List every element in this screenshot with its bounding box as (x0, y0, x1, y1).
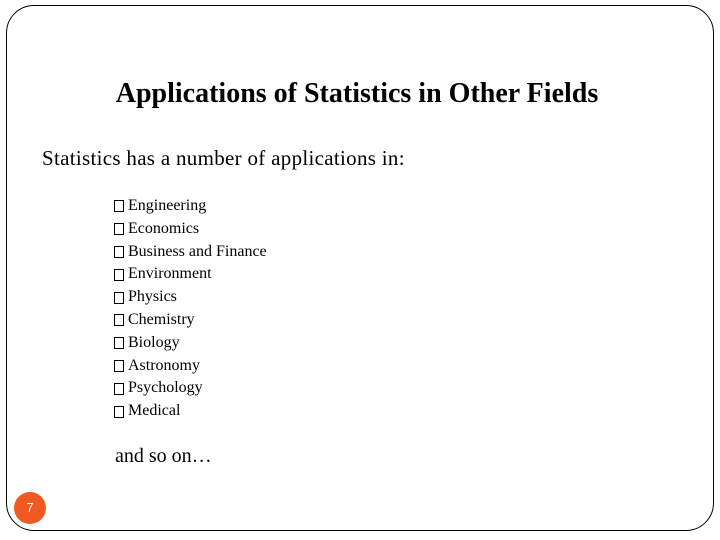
square-bullet-icon (114, 314, 124, 326)
list-item (114, 286, 267, 309)
slide-title: Applications of Statistics in Other Fields (115, 78, 599, 109)
list-item (114, 241, 267, 264)
square-bullet-icon (114, 337, 124, 349)
list-item (114, 377, 267, 400)
list-item (114, 332, 267, 355)
field-label: Biology (128, 333, 180, 351)
square-bullet-icon (114, 406, 124, 418)
closing-text: and so on… (115, 445, 212, 467)
field-label: Psychology (128, 379, 203, 397)
square-bullet-icon (114, 269, 124, 281)
field-label: Environment (128, 265, 212, 283)
square-bullet-icon (114, 360, 124, 372)
list-item (114, 263, 267, 286)
field-label: Engineering (128, 197, 207, 214)
square-bullet-icon (114, 383, 124, 395)
field-label: Physics (128, 288, 177, 306)
page-number-badge: 7 (14, 492, 46, 524)
list-item (114, 195, 267, 218)
list-item (114, 400, 267, 423)
list-item (114, 309, 267, 332)
fields-list (114, 195, 267, 423)
list-item (114, 355, 267, 378)
field-label: Medical (128, 402, 181, 420)
list-item (114, 218, 267, 241)
field-label: Chemistry (128, 310, 195, 328)
field-label: Business and Finance (128, 242, 267, 260)
square-bullet-icon (114, 200, 124, 212)
field-label: Astronomy (128, 356, 200, 374)
field-label: Economics (128, 219, 200, 237)
square-bullet-icon (114, 292, 124, 304)
square-bullet-icon (114, 246, 124, 258)
intro-text: Statistics has a number of applications in: (42, 146, 405, 170)
square-bullet-icon (114, 223, 124, 235)
